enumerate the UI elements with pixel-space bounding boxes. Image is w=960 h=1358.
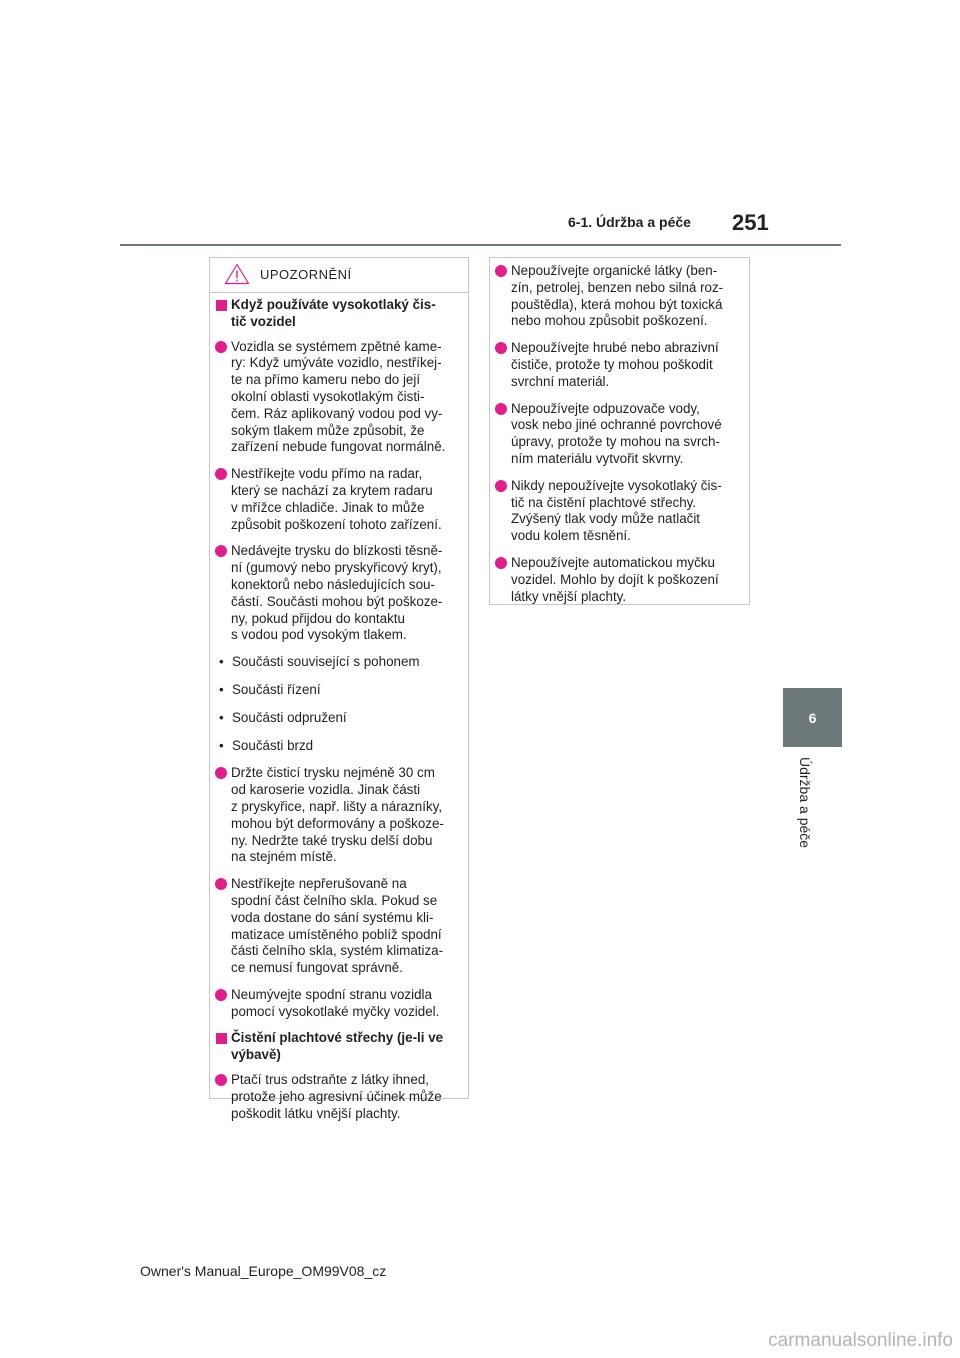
warning-subheading [215,1030,461,1064]
bullet-item [215,1072,461,1122]
circle-bullet-icon [495,403,507,415]
page-number: 251 [732,210,769,235]
item-text: Nestříkejte vodu přímo na radar, který se nachází za krytem radaru v mřížce chladiče. Jinak to může způsobit poškození tohoto zařízení. [231,466,442,532]
warning-box-right [489,257,750,605]
item-text: Neumývejte spodní stranu vozidla pomocí vysokotlaké myčky vozidel. [231,986,440,1019]
square-bullet-icon [216,1033,227,1044]
bullet-dot-icon: • [219,654,224,670]
chapter-tab-label: Údržba a péče [797,757,813,849]
bullet-item [215,339,461,457]
circle-bullet-icon [495,480,507,492]
circle-bullet-icon [215,468,227,480]
circle-bullet-icon [215,767,227,779]
square-bullet-icon [216,300,227,311]
circle-bullet-icon [215,341,227,353]
bullet-item [215,987,461,1021]
item-text: Nepoužívejte automatickou myčku vozidel. Mohlo by dojít k poškození látky vnější plachty. [511,554,719,604]
warning-title: UPOZORNĚNÍ [260,267,352,282]
item-text: Nepoužívejte odpuzovače vody, vosk nebo jiné ochranné povrchové úpravy, protože ty mohou na svrch- ním materiálu vytvořit skvrny. [511,400,722,466]
chapter-tab-number: 6 [808,709,817,726]
circle-bullet-icon [495,557,507,569]
warning-content-left [215,297,461,1132]
chapter-tab[interactable] [783,688,842,747]
header-rule [120,244,841,246]
item-text: Nepoužívejte hrubé nebo abrazivní čističe, protože ty mohou poškodit svrchní materiál. [511,340,719,389]
item-text: Nedávejte trysku do blízkosti těsně- ní (gumový nebo pryskyřicový kryt), konektorů nebo následujících sou- částí. Součásti mohou být poškoze- ny, pokud přijdou do kontaktu s vodou pod vysokým tlakem. [231,543,443,643]
bullet-item [495,401,742,468]
item-text: Když používáte vysokotlaký čis- tič vozidel [231,297,436,329]
item-text: Ptačí trus odstraňte z látky ihned, protože jeho agresivní účinek může poškodit látku vnější plachty. [231,1072,442,1121]
bullet-item [495,263,742,330]
warning-triangle-icon [224,263,250,290]
bullet-dot-icon: • [219,737,224,753]
item-text: Držte čisticí trysku nejméně 30 cm od karoserie vozidla. Jinak části z pryskyřice, např. lišty a nárazníky, mohou být deformovány a poškoze- ny. Nedržte také trysku delší dobu na stejném místě. [231,765,444,865]
item-text: Nikdy nepoužívejte vysokotlaký čis- tič na čistění plachtové střechy. Zvýšený tlak vody může natlačit vodu kolem těsnění. [511,477,722,544]
item-text: Součásti řízení [232,681,321,697]
item-text: Čistění plachtové střechy (je-li ve výbavě) [231,1030,444,1063]
sub-bullet-item [215,654,461,671]
bullet-item [215,466,461,533]
circle-bullet-icon [495,265,507,277]
circle-bullet-icon [215,545,227,557]
item-text: Nestříkejte nepřerušovaně na spodní část čelního skla. Pokud se voda dostane do sání systému kli- matizace umístěného poblíž spodní části čelního skla, systém klimatiza- ce nemusí fungovat správně. [231,876,444,976]
circle-bullet-icon [495,342,507,354]
footer-text: Owner's Manual_Europe_OM99V08_cz [140,1263,387,1279]
sub-bullet-item [215,682,461,699]
bullet-item [215,765,461,866]
bullet-item [215,876,461,977]
warning-subheading [215,297,461,331]
item-text: Vozidla se systémem zpětné kame- ry: Když umýváte vozidlo, nestříkej- te na přímo kameru nebo do její okolní oblasti vysokotlakým čisti- čem. Ráz aplikovaný vodou pod vy- sokým tlakem může způsobit, že zařízení nebude fungovat normálně. [231,338,446,455]
sub-bullet-item [215,710,461,727]
circle-bullet-icon [215,878,227,890]
sub-bullet-item [215,738,461,755]
bullet-item [495,478,742,545]
bullet-dot-icon: • [219,681,224,697]
section-title: 6-1. Údržba a péče [568,214,691,230]
warning-box-left [209,257,469,1121]
warning-header [210,258,468,293]
circle-bullet-icon [215,989,227,1001]
item-text: Součásti odpružení [232,709,347,725]
warning-content-right [495,263,742,615]
bullet-item [215,543,461,644]
item-text: Součásti související s pohonem [232,654,420,670]
bullet-item [495,340,742,390]
item-text: Součásti brzd [232,737,314,753]
circle-bullet-icon [215,1074,227,1086]
item-text: Nepoužívejte organické látky (ben- zín, petrolej, benzen nebo silná roz- pouštědla), která mohou být toxická nebo mohou způsobit poškození. [511,263,724,329]
bullet-dot-icon: • [219,709,224,725]
bullet-item [495,555,742,605]
watermark[interactable]: carmanualsonline.info [768,1330,953,1351]
